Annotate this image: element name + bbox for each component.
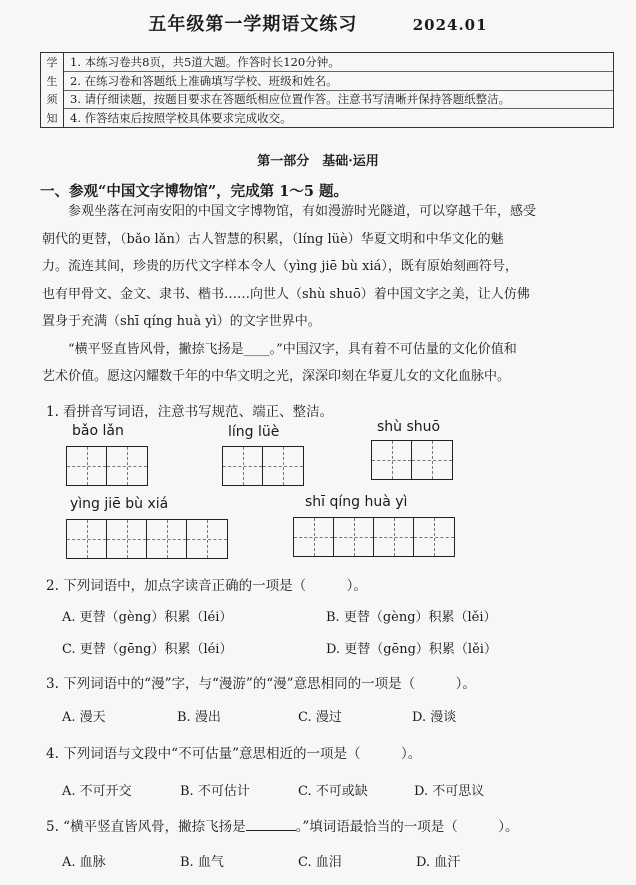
grid-cell[interactable] — [263, 447, 303, 485]
grid-cell[interactable] — [107, 447, 147, 485]
writing-grid[interactable] — [371, 440, 453, 480]
option-c[interactable]: C. 更替（gēng）积累（léi） — [62, 642, 233, 657]
passage-line: 也有甲骨文、金文、隶书、楷书……向世人（shù shuō）着中国文字之美，让人仿佛 — [42, 286, 530, 302]
writing-grid[interactable] — [293, 517, 455, 557]
option-c[interactable]: C. 不可或缺 — [298, 784, 368, 799]
grid-cell[interactable] — [372, 441, 412, 479]
option-c[interactable]: C. 漫过 — [298, 710, 342, 725]
question-5: 5. “横平竖直皆风骨，撇捺飞扬是 。”填词语最恰当的一项是（ ）。 — [46, 819, 519, 835]
passage-line: 力。流连其间，珍贵的历代文字样本令人（yìng jiē bù xiá），既有原始刻画符号， — [42, 259, 518, 274]
section-title: 一、参观“中国文字博物馆”，完成第 1～5 题。 — [40, 183, 348, 200]
pinyin-label: bǎo lǎn — [72, 423, 124, 439]
passage-line: 艺术价值。愿这闪耀数千年的中华文明之光，深深印刻在华夏儿女的文化血脉中。 — [42, 369, 511, 384]
notice-box — [40, 52, 614, 128]
grid-cell[interactable] — [67, 520, 107, 558]
option-d[interactable]: D. 血汗 — [416, 855, 461, 870]
option-b[interactable]: B. 不可估计 — [180, 784, 250, 799]
question-2: 2. 下列词语中，加点字读音正确的一项是（ ）。 — [46, 578, 367, 594]
notice-item: 3. 请仔细读题，按题目要求在答题纸相应位置作答。注意书写清晰并保持答题纸整洁。 — [64, 91, 613, 110]
grid-cell[interactable] — [412, 441, 452, 479]
option-b[interactable]: B. 更替（gèng）积累（lěi） — [326, 610, 497, 625]
option-c[interactable]: C. 血泪 — [298, 855, 342, 870]
passage-line: 参观坐落在河南安阳的中国文字博物馆，有如漫游时光隧道，可以穿越千年，感受 — [68, 204, 537, 219]
option-b[interactable]: B. 血气 — [180, 855, 224, 870]
pinyin-label: shī qíng huà yì — [305, 494, 408, 510]
option-d[interactable]: D. 不可思议 — [414, 784, 485, 799]
passage — [42, 198, 626, 391]
writing-grid[interactable] — [222, 446, 304, 486]
grid-cell[interactable] — [294, 518, 334, 556]
passage-line: 置身于充满（shī qíng huà yì）的文字世界中。 — [42, 314, 321, 329]
passage-line: 朝代的更替，（bǎo lǎn）古人智慧的积累，（líng lüè）华夏文明和中华文化的魅 — [42, 231, 504, 247]
part-title: 第一部分 基础·运用 — [257, 154, 379, 169]
fill-blank[interactable] — [246, 818, 296, 831]
grid-cell[interactable] — [334, 518, 374, 556]
page-title — [0, 10, 636, 36]
grid-cell[interactable] — [107, 520, 147, 558]
passage-line: “横平竖直皆风骨，撇捺飞扬是____。”中国汉字，具有着不可估量的文化价值和 — [68, 341, 517, 357]
notice-item: 2. 在练习卷和答题纸上准确填写学校、班级和姓名。 — [64, 72, 613, 91]
option-a[interactable]: A. 血脉 — [62, 855, 106, 870]
question-4: 4. 下列词语与文段中“不可估量”意思相近的一项是（ ）。 — [46, 746, 422, 762]
notice-side-label: 学 生 须 知 — [41, 53, 64, 127]
option-b[interactable]: B. 漫出 — [177, 710, 221, 725]
question-1: 1. 看拼音写词语，注意书写规范、端正、整洁。 — [46, 404, 334, 420]
grid-cell[interactable] — [147, 520, 187, 558]
grid-cell[interactable] — [187, 520, 227, 558]
notice-item: 1. 本练习卷共8页，共5道大题。作答时长120分钟。 — [64, 53, 613, 72]
option-a[interactable]: A. 漫天 — [62, 710, 106, 725]
writing-grid[interactable] — [66, 519, 228, 559]
option-a[interactable]: A. 不可开交 — [62, 784, 132, 799]
pinyin-label: líng lüè — [228, 424, 280, 440]
grid-cell[interactable] — [374, 518, 414, 556]
option-d[interactable]: D. 更替（gēng）积累（lěi） — [326, 642, 497, 657]
exam-date: 2024.01 — [412, 16, 488, 34]
grid-cell[interactable] — [223, 447, 263, 485]
option-a[interactable]: A. 更替（gèng）积累（léi） — [62, 610, 233, 625]
pinyin-label: shù shuō — [377, 419, 441, 435]
grid-cell[interactable] — [414, 518, 454, 556]
option-d[interactable]: D. 漫谈 — [412, 710, 457, 725]
notice-item: 4. 作答结束后按照学校具体要求完成收交。 — [70, 111, 292, 126]
grid-cell[interactable] — [67, 447, 107, 485]
question-3: 3. 下列词语中的“漫”字，与“漫游”的“漫”意思相同的一项是（ ）。 — [46, 676, 476, 692]
pinyin-label: yìng jiē bù xiá — [70, 496, 169, 512]
writing-grid[interactable] — [66, 446, 148, 486]
exam-title: 五年级第一学期语文练习 — [148, 14, 358, 35]
